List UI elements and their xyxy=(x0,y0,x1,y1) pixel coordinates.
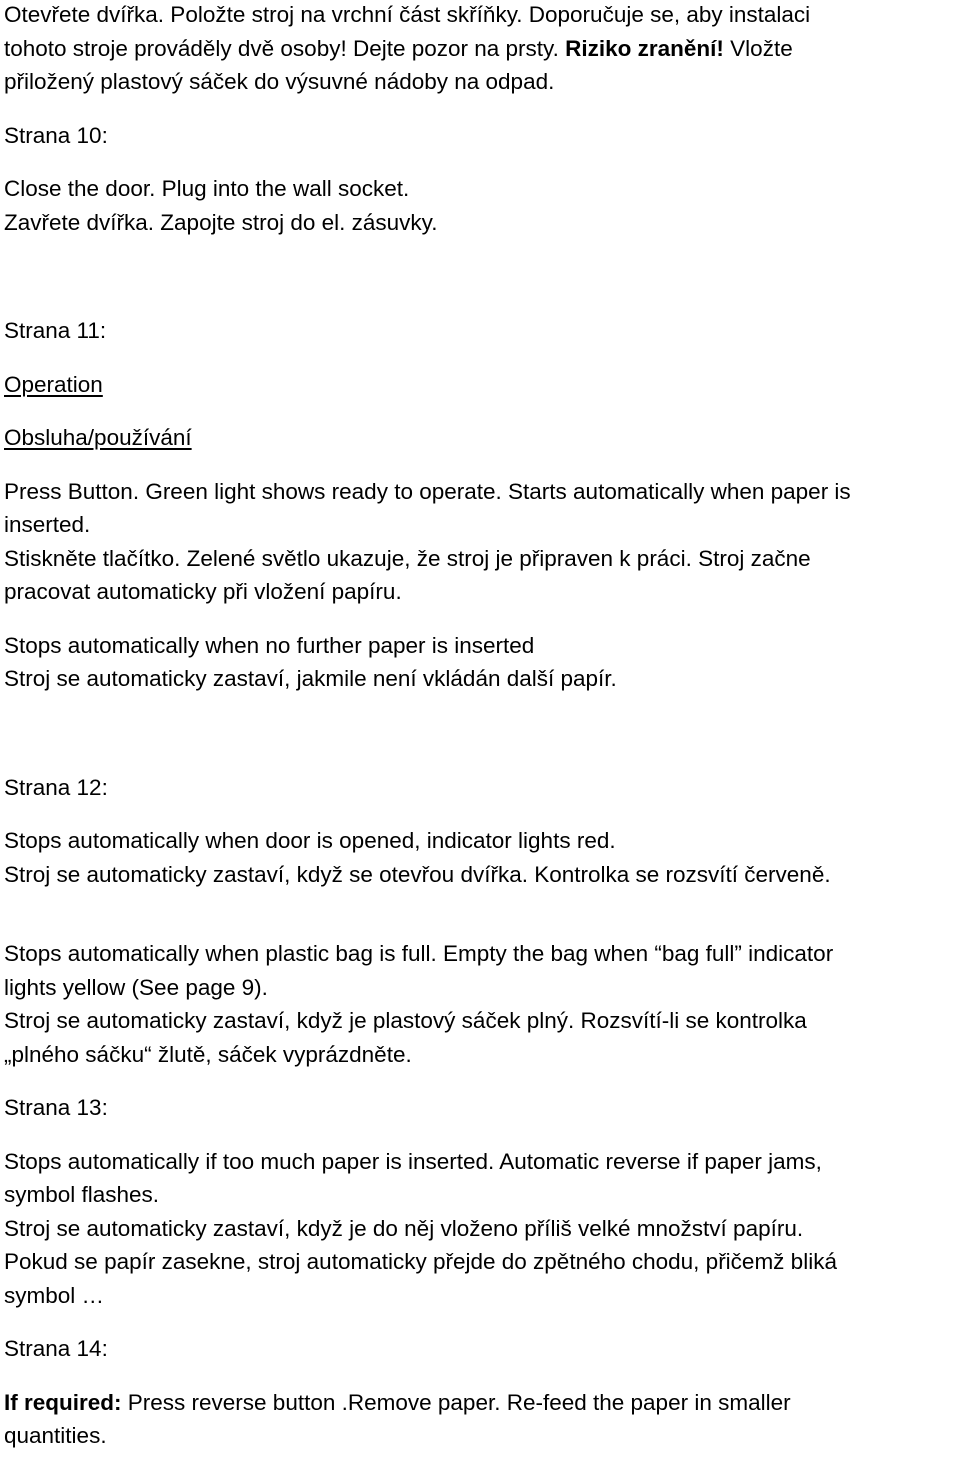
page-13-line-4: Pokud se papír zasekne, stroj automaticky přejde do zpětného chodu, přičemž bliká xyxy=(4,1249,837,1274)
page-13-line-5: symbol … xyxy=(4,1282,105,1308)
page-11-p1-line-2: inserted. xyxy=(4,512,91,537)
operation-title-text: Operation xyxy=(4,371,103,397)
page-13-heading: Strana 13: xyxy=(4,1095,108,1120)
page-13-line-3: Stroj se automaticky zastaví, když je do něj vloženo příliš velké množství papíru. xyxy=(4,1215,804,1241)
page-12-p2-line-2: lights yellow (See page 9). xyxy=(4,974,268,1000)
page-12-p2-line-3: Stroj se automaticky zastaví, když je plastový sáček plný. Rozsvítí-li se kontrolka xyxy=(4,1008,807,1033)
page-14-line-2: quantities. xyxy=(4,1423,107,1448)
page-13-line-1: Stops automatically if too much paper is inserted. Automatic reverse if paper jams, xyxy=(4,1148,822,1174)
page-10-czech: Zavřete dvířka. Zapojte stroj do el. zásuvky. xyxy=(4,209,438,235)
page-10-english: Close the door. Plug into the wall socket. xyxy=(4,176,410,201)
operation-title-czech-text: Obsluha/používání xyxy=(4,425,192,450)
page-11-p2-english: Stops automatically when no further paper is inserted xyxy=(4,632,535,658)
page-10-heading: Strana 10: xyxy=(4,122,108,148)
page-12-heading: Strana 12: xyxy=(4,774,108,800)
page-11-p1-line-4: pracovat automaticky při vložení papíru. xyxy=(4,579,402,604)
intro-line-2-start: tohoto stroje prováděly dvě osoby! Dejte pozor na prsty. xyxy=(4,35,566,61)
document-page xyxy=(4,0,960,1453)
page-13-line-2: symbol flashes. xyxy=(4,1182,160,1207)
page-12-p2-line-1: Stops automatically when plastic bag is full. Empty the bag when “bag full” indicator xyxy=(4,941,834,966)
page-11-p1-line-1: Press Button. Green light shows ready to operate. Starts automatically when paper is xyxy=(4,478,851,504)
page-11-p2-czech: Stroj se automaticky zastaví, jakmile není vkládán další papír. xyxy=(4,666,617,691)
page-12-p1-english: Stops automatically when door is opened, indicator lights red. xyxy=(4,828,616,853)
intro-line-2-end: Vložte xyxy=(723,35,793,61)
injury-warning: Riziko zranění! xyxy=(565,35,724,61)
operation-title xyxy=(4,368,960,402)
operation-title-czech xyxy=(4,421,960,455)
page-12-p1-czech: Stroj se automaticky zastaví, když se otevřou dvířka. Kontrolka se rozsvítí červeně. xyxy=(4,861,831,887)
page-14-line-1-text: Press reverse button .Remove paper. Re-feed the paper in smaller xyxy=(121,1389,791,1415)
page-11-heading: Strana 11: xyxy=(4,318,107,343)
intro-paragraph xyxy=(4,0,960,99)
page-12-p2-line-4: „plného sáčku“ žlutě, sáček vyprázdněte. xyxy=(4,1041,412,1067)
page-14-heading: Strana 14: xyxy=(4,1336,108,1361)
intro-line-2 xyxy=(4,32,960,66)
intro-line-1: Otevřete dvířka. Položte stroj na vrchní část skříňky. Doporučuje se, aby instalaci xyxy=(4,2,811,27)
if-required-label: If required: xyxy=(4,1389,122,1415)
page-11-p1-line-3: Stiskněte tlačítko. Zelené světlo ukazuje, že stroj je připraven k práci. Stroj začne xyxy=(4,545,811,571)
page-14-line-1 xyxy=(4,1386,960,1420)
intro-line-3: přiložený plastový sáček do výsuvné nádoby na odpad. xyxy=(4,69,555,94)
